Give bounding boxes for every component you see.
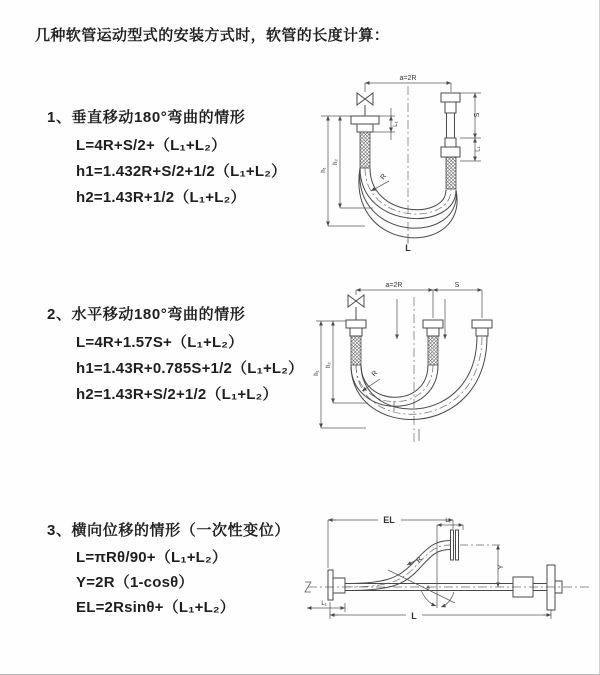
dim-label-l1-left: L₁ [393, 121, 399, 127]
dim-label-l1-right: L₁ [475, 146, 482, 152]
diagram-lateral-displacement [300, 495, 595, 660]
displaced-flange-plate [451, 530, 454, 560]
section2-formula-l: L=4R+1.57S+（L₁+L₂） [76, 334, 244, 351]
page-title: 几种软管运动型式的安装方式时，软管的长度计算： [35, 27, 390, 44]
displaced-flange-plate [456, 530, 459, 560]
dim-label-s: S [454, 282, 460, 289]
theta-label: θ [426, 586, 430, 592]
right-flange [472, 320, 492, 328]
left-union-block [333, 578, 345, 593]
diagram-horizontal-180-bend [308, 273, 560, 463]
right-upper-nut [445, 102, 456, 113]
section1-heading: 1、垂直移动180°弯曲的情形 [47, 109, 246, 126]
dim-label-l: L [405, 243, 411, 253]
radius-label: R [370, 369, 380, 379]
dim-label-a2r: a=2R [399, 75, 417, 82]
dim-label-h1: h₁ [321, 167, 327, 173]
dim-label-h1: h₁ [314, 370, 320, 376]
radius-label: R [415, 556, 425, 565]
right-pipe [447, 113, 455, 138]
dim-label-l1-bottom: L₁ [321, 601, 327, 607]
valve-icon [348, 295, 364, 307]
left-braided-hose [351, 336, 361, 365]
dim-label-s: S [474, 112, 481, 118]
section1-formula-l: L=4R+S/2+（L₁+L₂） [76, 137, 227, 154]
dim-label-a2r: a=2R [385, 282, 403, 289]
section2-formula-h2: h2=1.43R+S/2+1/2（L₁+L₂） [76, 386, 278, 403]
right-upper-flange [441, 93, 460, 102]
right-lower-flange [441, 147, 460, 157]
radius-label: R [379, 172, 389, 182]
dim-ext-top [356, 290, 482, 318]
left-union-nut [350, 328, 362, 336]
middle-union-nut [427, 328, 439, 336]
section3-formula-y: Y=2R（1-cosθ） [76, 574, 194, 591]
section1-formula-h2: h2=1.43R+1/2（L₁+L₂） [76, 189, 246, 206]
section3-heading: 3、横向位移的情形（一次性变位） [47, 522, 290, 539]
section3-formula-l: L=πRθ/90+（L₁+L₂） [76, 549, 228, 566]
curved-hose-wall [345, 541, 450, 584]
left-flange [346, 320, 366, 328]
arc-bottom-ticks [394, 401, 419, 441]
left-flange-plate [328, 570, 333, 600]
section3-formula-el: EL=2Rsinθ+（L₁+L₂） [76, 599, 235, 616]
curved-hose-centerline [345, 545, 450, 587]
right-lower-nut [445, 138, 456, 147]
dim-label-h2: h₂ [326, 362, 332, 368]
section2-heading: 2、水平移动180°弯曲的情形 [47, 306, 246, 323]
section2-formula-h1: h1=1.43R+0.785S+1/2（L₁+L₂） [76, 360, 304, 377]
hose-wall-displaced [361, 336, 477, 409]
theta-radius-line [388, 570, 455, 603]
middle-flange [423, 320, 443, 328]
dim-label-l1-top: L₁ [445, 518, 451, 524]
curved-hose-wall [345, 550, 450, 591]
dim-label-h2: h₂ [333, 159, 339, 165]
right-union-nut [476, 328, 488, 336]
left-flange [351, 116, 379, 124]
left-union-nut [357, 124, 373, 132]
valve-icon [357, 93, 373, 105]
left-braided-hose [360, 132, 370, 168]
middle-braided-hose [428, 336, 438, 365]
dim-ext-l [330, 602, 551, 619]
diagram-vertical-180-bend [313, 68, 548, 253]
right-flange-plate [547, 565, 555, 610]
dim-label-y: Y [498, 564, 505, 570]
dim-label-l: L [411, 611, 417, 621]
dim-label-el: EL [383, 515, 395, 525]
section1-formula-h1: h1=1.432R+S/2+1/2（L₁+L₂） [76, 163, 287, 180]
right-braided-hose [446, 157, 456, 189]
